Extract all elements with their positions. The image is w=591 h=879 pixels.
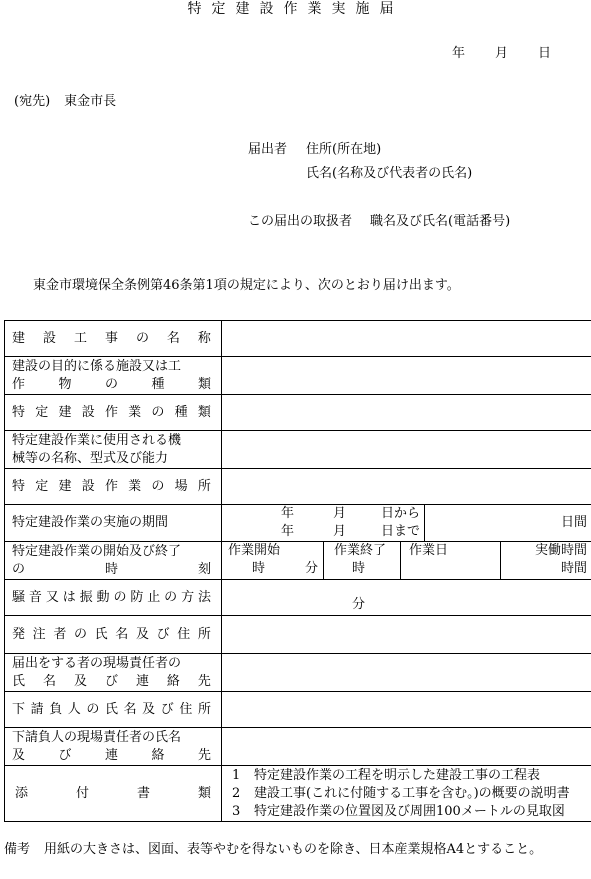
spread-text bbox=[12, 478, 217, 496]
notifier-label: 届出者 bbox=[248, 142, 288, 157]
row-work-place-label bbox=[5, 469, 222, 505]
label-char: の bbox=[12, 561, 26, 577]
label-char: 物 bbox=[58, 376, 72, 392]
start-hour-unit: 時 bbox=[252, 561, 266, 576]
label-char: 所 bbox=[197, 478, 211, 494]
row-attachments bbox=[5, 766, 591, 822]
row-orderer bbox=[5, 616, 591, 654]
spread-text bbox=[12, 626, 217, 644]
label-char: 方 bbox=[181, 589, 195, 605]
label-line: 特定建設作業の開始及び終了 bbox=[12, 543, 182, 559]
label-char: 設 bbox=[42, 330, 56, 346]
end-minute-unit: 分 bbox=[352, 597, 366, 612]
label-char: 負 bbox=[49, 701, 63, 717]
row-work-type bbox=[5, 395, 591, 431]
notification-table bbox=[4, 320, 591, 822]
start-minute-unit: 分 bbox=[305, 561, 319, 576]
period-days[interactable]: 日間 bbox=[425, 505, 591, 542]
row-times-label bbox=[5, 542, 222, 580]
facility-type-value[interactable] bbox=[222, 357, 591, 395]
attachment-item bbox=[222, 785, 591, 803]
label-char: 法 bbox=[197, 589, 211, 605]
handler-line bbox=[248, 213, 510, 231]
label-char: 添 bbox=[15, 785, 29, 801]
row-period-label: 特定建設作業の実施の期間 bbox=[5, 505, 222, 542]
row-sub-manager bbox=[5, 728, 591, 766]
label-char: 所 bbox=[197, 701, 211, 717]
attachment-num: 1 bbox=[232, 767, 241, 783]
label-char: 設 bbox=[81, 478, 95, 494]
spread-text bbox=[12, 747, 217, 765]
end-time-cell[interactable] bbox=[324, 542, 401, 612]
row-work-place bbox=[5, 469, 591, 505]
period-to bbox=[222, 523, 424, 541]
row-site-manager-label bbox=[5, 654, 222, 692]
label-line: 建設の目的に係る施設又は工 bbox=[12, 358, 182, 374]
label-char: 時 bbox=[104, 561, 118, 577]
label-char: 名 bbox=[166, 330, 180, 346]
label-char: 住 bbox=[177, 626, 191, 642]
addressee-prefix: (宛先) bbox=[14, 94, 51, 109]
attachment-text: 建設工事(これに付随する工事を含む。)の概要の説明書 bbox=[254, 785, 570, 801]
attachment-num: 2 bbox=[232, 785, 241, 801]
row-site-manager bbox=[5, 654, 591, 692]
label-char: 定 bbox=[35, 404, 49, 420]
row-construction-name-label bbox=[5, 321, 222, 357]
form-title: 特定建設作業実施届 bbox=[187, 1, 404, 17]
notifier-name-label: 氏名(名称及び代表者の氏名) bbox=[306, 166, 473, 181]
attachment-text: 特定建設作業の工程を明示した建設工事の工程表 bbox=[254, 767, 541, 783]
period-to-day: 日まで bbox=[380, 524, 420, 539]
label-char: の bbox=[104, 376, 118, 392]
label-char: 人 bbox=[67, 701, 81, 717]
work-days-cell[interactable] bbox=[401, 542, 501, 580]
label-char: 場 bbox=[174, 478, 188, 494]
label-char: の bbox=[73, 626, 87, 642]
label-char: 特 bbox=[12, 404, 26, 420]
start-time-label: 作業開始 bbox=[228, 543, 281, 558]
spread-text bbox=[12, 561, 217, 579]
label-char: 特 bbox=[12, 478, 26, 494]
label-char: 付 bbox=[75, 785, 89, 801]
label-char: 請 bbox=[30, 701, 44, 717]
construction-name-value[interactable] bbox=[222, 321, 591, 357]
label-char: 業 bbox=[128, 404, 142, 420]
label-char: の bbox=[113, 589, 127, 605]
label-char: 作 bbox=[12, 376, 26, 392]
label-char: 建 bbox=[58, 404, 72, 420]
spread-text bbox=[12, 330, 217, 348]
label-char: 事 bbox=[104, 330, 118, 346]
attachment-item bbox=[222, 803, 591, 821]
spread-text bbox=[12, 701, 217, 719]
label-char: 定 bbox=[35, 478, 49, 494]
label-char: 音 bbox=[28, 589, 42, 605]
label-char: の bbox=[164, 589, 178, 605]
label-char: 氏 bbox=[12, 673, 26, 689]
label-char: 建 bbox=[12, 330, 26, 346]
label-char: び bbox=[156, 626, 170, 642]
actual-hours-unit: 時間 bbox=[561, 561, 588, 576]
label-char: 作 bbox=[104, 404, 118, 420]
site-manager-value[interactable] bbox=[222, 654, 591, 692]
end-hour-unit: 時 bbox=[352, 561, 366, 576]
row-construction-name bbox=[5, 321, 591, 357]
label-char: 連 bbox=[104, 747, 118, 763]
label-char: 建 bbox=[58, 478, 72, 494]
row-sub-manager-label bbox=[5, 728, 222, 766]
label-char: 及 bbox=[142, 701, 156, 717]
end-time-label: 作業終了 bbox=[334, 543, 387, 558]
label-char: 住 bbox=[179, 701, 193, 717]
work-type-value[interactable] bbox=[222, 395, 591, 431]
attachment-item bbox=[222, 767, 591, 785]
label-line: 械等の名称、型式及び能力 bbox=[12, 450, 169, 466]
remarks-text: 用紙の大きさは、図面、表等やむを得ないものを除き、日本産業規格A4とすること。 bbox=[44, 842, 543, 857]
period-dates[interactable] bbox=[222, 505, 425, 542]
spread-text bbox=[15, 785, 211, 803]
spread-text bbox=[12, 376, 217, 394]
label-char: 絡 bbox=[151, 747, 165, 763]
row-subcontractor-label bbox=[5, 692, 222, 728]
label-char: 類 bbox=[197, 404, 211, 420]
subcontractor-value[interactable] bbox=[222, 692, 591, 728]
label-char: び bbox=[160, 701, 174, 717]
period-to-year: 年 bbox=[280, 524, 294, 539]
label-char: 氏 bbox=[94, 626, 108, 642]
label-char: の bbox=[151, 478, 165, 494]
row-machinery bbox=[5, 431, 591, 469]
period-from bbox=[222, 505, 424, 523]
date-month-label: 月 bbox=[495, 46, 509, 61]
period-from-day: 日から bbox=[380, 506, 420, 521]
work-days-label: 作業日 bbox=[409, 543, 449, 558]
work-place-value[interactable] bbox=[222, 469, 591, 505]
notifier-address-label: 住所(所在地) bbox=[306, 142, 382, 157]
label-char: の bbox=[135, 330, 149, 346]
intro-text: 東金市環境保全条例第46条第1項の規定により、次のとおり届け出ます。 bbox=[33, 278, 460, 293]
row-work-type-label bbox=[5, 395, 222, 431]
attachments-list bbox=[222, 766, 591, 822]
date-day-label: 日 bbox=[538, 46, 552, 61]
label-char: 類 bbox=[197, 785, 211, 801]
label-char: 及 bbox=[73, 673, 87, 689]
label-char: 氏 bbox=[104, 701, 118, 717]
label-char: の bbox=[151, 404, 165, 420]
spread-text bbox=[12, 673, 217, 691]
label-char: 下 bbox=[12, 701, 26, 717]
period-from-year: 年 bbox=[280, 506, 294, 521]
orderer-value[interactable] bbox=[222, 616, 591, 654]
label-char: の bbox=[86, 701, 100, 717]
period-from-month: 月 bbox=[332, 506, 346, 521]
actual-hours-cell[interactable] bbox=[501, 542, 591, 580]
label-char: 設 bbox=[81, 404, 95, 420]
remarks-label: 備考 bbox=[4, 842, 31, 857]
label-char: 注 bbox=[32, 626, 46, 642]
label-char: 名 bbox=[42, 673, 56, 689]
sub-manager-value[interactable] bbox=[222, 728, 591, 766]
row-times bbox=[5, 542, 591, 580]
addressee bbox=[14, 93, 116, 111]
start-time-units bbox=[222, 560, 323, 578]
date-line bbox=[452, 45, 551, 63]
label-char: 防 bbox=[130, 589, 144, 605]
prevention-value[interactable] bbox=[222, 580, 591, 616]
start-time-cell[interactable] bbox=[222, 542, 324, 580]
machinery-value[interactable] bbox=[222, 431, 591, 469]
row-facility-type bbox=[5, 357, 591, 395]
row-machinery-label bbox=[5, 431, 222, 469]
label-char: 者 bbox=[53, 626, 67, 642]
label-char: 絡 bbox=[166, 673, 180, 689]
handler-detail: 職名及び氏名(電話番号) bbox=[370, 214, 511, 229]
label-char: 名 bbox=[123, 701, 137, 717]
label-char: 作 bbox=[104, 478, 118, 494]
row-facility-type-label bbox=[5, 357, 222, 395]
label-char: 称 bbox=[197, 330, 211, 346]
label-char: 名 bbox=[115, 626, 129, 642]
date-year-label: 年 bbox=[452, 46, 466, 61]
attachment-num: 3 bbox=[232, 803, 241, 819]
label-line: 下請負人の現場責任者の氏名 bbox=[12, 729, 182, 745]
label-char: は bbox=[62, 589, 76, 605]
label-char: 又 bbox=[45, 589, 59, 605]
label-char: 刻 bbox=[197, 561, 211, 577]
label-char: び bbox=[58, 747, 72, 763]
label-char: 発 bbox=[12, 626, 26, 642]
label-char: び bbox=[104, 673, 118, 689]
label-char: 動 bbox=[96, 589, 110, 605]
label-char: 工 bbox=[73, 330, 87, 346]
label-char: 止 bbox=[147, 589, 161, 605]
label-char: 種 bbox=[151, 376, 165, 392]
row-prevention-label bbox=[5, 580, 222, 616]
label-char: 騒 bbox=[12, 589, 26, 605]
actual-hours-label: 実働時間 bbox=[535, 543, 588, 558]
row-orderer-label bbox=[5, 616, 222, 654]
attachment-text: 特定建設作業の位置図及び周囲100メートルの見取図 bbox=[254, 803, 565, 819]
row-period bbox=[5, 505, 591, 542]
label-char: 業 bbox=[128, 478, 142, 494]
spread-text bbox=[12, 589, 217, 607]
label-char: 種 bbox=[174, 404, 188, 420]
label-line: 特定建設作業に使用される機 bbox=[12, 432, 182, 448]
handler-label: この届出の取扱者 bbox=[248, 214, 353, 229]
label-line: 届出をする者の現場責任者の bbox=[12, 655, 182, 671]
label-char: 先 bbox=[197, 673, 211, 689]
remarks bbox=[4, 840, 590, 860]
row-prevention bbox=[5, 580, 591, 616]
row-subcontractor bbox=[5, 692, 591, 728]
addressee-name: 東金市長 bbox=[64, 94, 117, 109]
label-char: 先 bbox=[197, 747, 211, 763]
label-char: 類 bbox=[197, 376, 211, 392]
label-char: 及 bbox=[135, 626, 149, 642]
label-char: 連 bbox=[135, 673, 149, 689]
label-char: 及 bbox=[12, 747, 26, 763]
end-time-units bbox=[324, 560, 400, 612]
period-to-month: 月 bbox=[332, 524, 346, 539]
row-attachments-label bbox=[5, 766, 222, 822]
label-char: 所 bbox=[197, 626, 211, 642]
label-char: 書 bbox=[136, 785, 150, 801]
label-char: 振 bbox=[79, 589, 93, 605]
spread-text bbox=[12, 404, 217, 422]
